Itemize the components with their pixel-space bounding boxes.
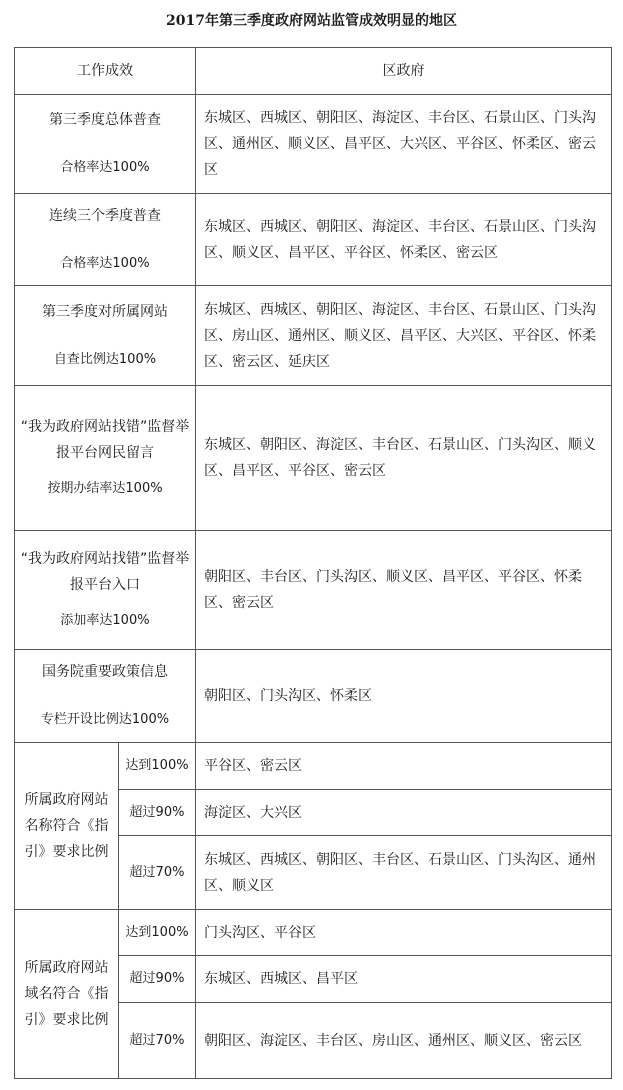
table-row [15, 650, 612, 743]
district-list: 朝阳区、丰台区、门头沟区、顺义区、昌平区、平谷区、怀柔区、密云区 [196, 531, 612, 650]
district-list: 海淀区、大兴区 [196, 790, 612, 836]
level-label: 超过90% [119, 790, 196, 836]
table-row [15, 194, 612, 286]
district-list: 东城区、西城区、昌平区 [196, 956, 612, 1003]
level-label: 超过90% [119, 956, 196, 1003]
district-list: 东城区、西城区、朝阳区、海淀区、丰台区、石景山区、门头沟区、房山区、通州区、顺义区、昌平区、大兴区、平谷区、怀柔区、密云区、延庆区 [196, 286, 612, 386]
achievement-title: 国务院重要政策信息 [42, 664, 168, 680]
achievement-rate: 添加率达100% [60, 613, 150, 628]
table-row [15, 910, 612, 956]
header-achievement: 工作成效 [15, 48, 196, 95]
achievement-cell [15, 650, 196, 743]
achievement-cell [15, 95, 196, 194]
achievement-title: “我为政府网站找错”监督举报平台入口 [20, 551, 190, 593]
district-list: 东城区、朝阳区、海淀区、丰台区、石景山区、门头沟区、顺义区、昌平区、平谷区、密云区 [196, 386, 612, 531]
district-list: 东城区、西城区、朝阳区、丰台区、石景山区、门头沟区、通州区、顺义区 [196, 836, 612, 910]
table-header-row [15, 48, 612, 95]
table-row [15, 531, 612, 650]
document-title: 2017年第三季度政府网站监管成效明显的地区 [166, 13, 457, 29]
district-list: 门头沟区、平谷区 [196, 910, 612, 956]
achievement-table [14, 47, 612, 1079]
achievement-cell [15, 531, 196, 650]
category-cell: 所属政府网站域名符合《指引》要求比例 [15, 910, 119, 1079]
achievement-title: 第三季度对所属网站 [42, 303, 168, 320]
level-label: 超过70% [119, 836, 196, 910]
achievement-cell [15, 194, 196, 286]
table-row [15, 386, 612, 531]
level-label: 达到100% [119, 910, 196, 956]
achievement-rate: 专栏开设比例达100% [40, 712, 170, 727]
table-row [15, 95, 612, 194]
achievement-title: “我为政府网站找错”监督举报平台网民留言 [20, 419, 190, 461]
district-list: 东城区、西城区、朝阳区、海淀区、丰台区、石景山区、门头沟区、顺义区、昌平区、平谷区、怀柔区、密云区 [196, 194, 612, 286]
header-district: 区政府 [196, 48, 612, 95]
category-cell: 所属政府网站名称符合《指引》要求比例 [15, 743, 119, 910]
achievement-rate: 按期办结率达100% [47, 481, 163, 496]
district-list: 朝阳区、海淀区、丰台区、房山区、通州区、顺义区、密云区 [196, 1003, 612, 1079]
achievement-rate: 合格率达100% [60, 160, 150, 175]
achievement-title: 连续三个季度普查 [49, 207, 161, 224]
district-list: 东城区、西城区、朝阳区、海淀区、丰台区、石景山区、门头沟区、通州区、顺义区、昌平区、大兴区、平谷区、怀柔区、密云区 [196, 95, 612, 194]
level-label: 达到100% [119, 743, 196, 790]
district-list: 平谷区、密云区 [196, 743, 612, 790]
table-row [15, 743, 612, 790]
achievement-rate: 自查比例达100% [53, 351, 157, 367]
achievement-cell [15, 286, 196, 386]
achievement-cell [15, 386, 196, 531]
district-list: 朝阳区、门头沟区、怀柔区 [196, 650, 612, 743]
level-label: 超过70% [119, 1003, 196, 1079]
achievement-title: 第三季度总体普查 [49, 112, 161, 128]
achievement-rate: 合格率达100% [60, 255, 150, 271]
table-row [15, 286, 612, 386]
